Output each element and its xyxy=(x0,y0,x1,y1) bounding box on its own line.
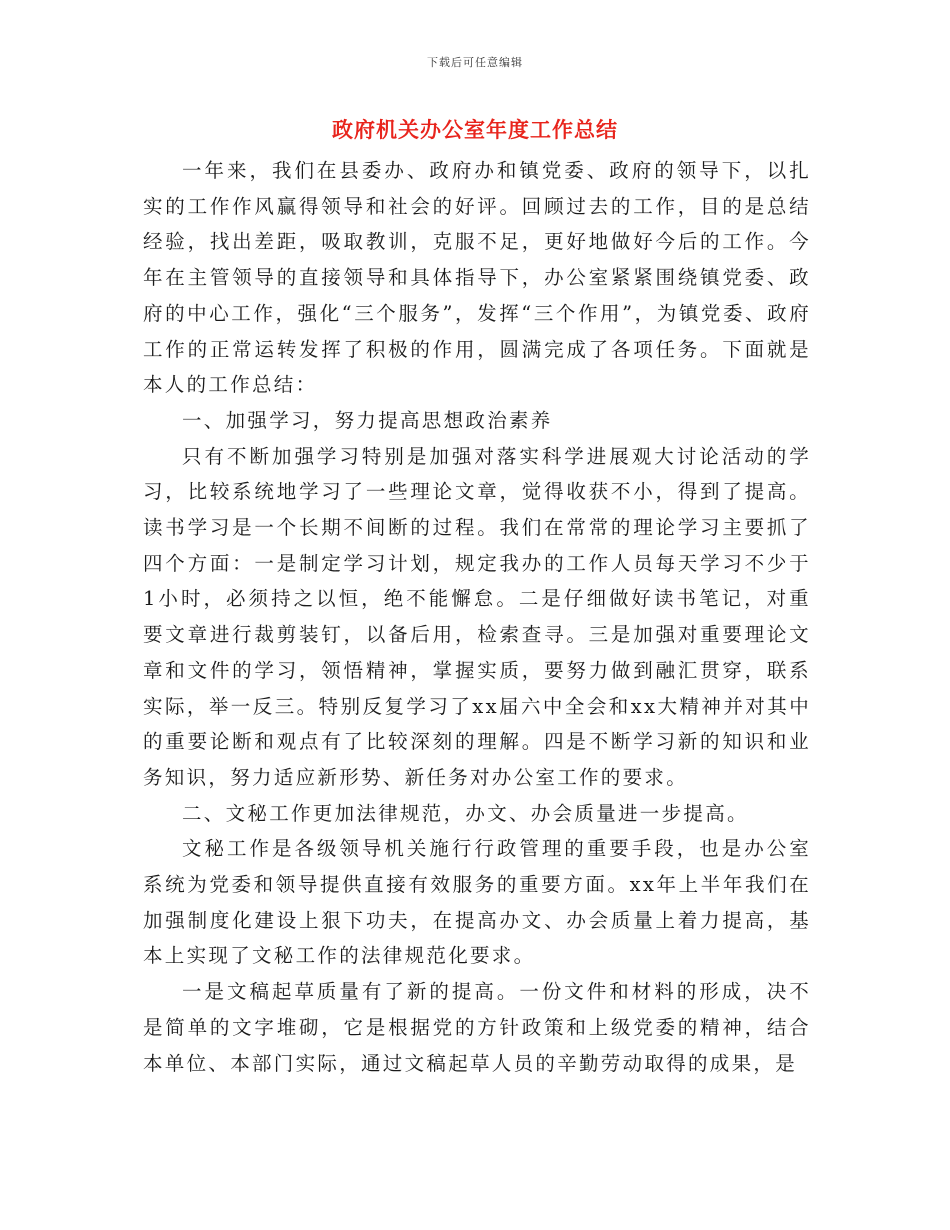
document-title: 政府机关办公室年度工作总结 xyxy=(332,117,618,142)
section-heading-1: 一、加强学习，努力提高思想政治素养 xyxy=(182,408,553,432)
header-note: 下载后可任意编辑 xyxy=(427,56,523,69)
document-body xyxy=(143,153,811,1081)
paragraph-secretarial: 文秘工作是各级领导机关施行行政管理的重要手段，也是办公室系统为党委和领导提供直接有效服务的重要方面。xx年上半年我们在加强制度化建设上狠下功夫，在提高办文、办会质量上着力提高，基本上实现了文秘工作的法律规范化要求。 xyxy=(143,837,811,968)
paragraph-study: 只有不断加强学习特别是加强对落实科学进展观大讨论活动的学习，比较系统地学习了一些理论文章，觉得收获不小，得到了提高。读书学习是一个长期不间断的过程。我们在常常的理论学习主要抓了四个方面：一是制定学习计划，规定我办的工作人员每天学习不少于1小时，必须持之以恒，绝不能懈怠。二是仔细做好读书笔记，对重要文章进行裁剪装钉，以备后用，检索查寻。三是加强对重要理论文章和文件的学习，领悟精神，掌握实质，要努力做到融汇贯穿，联系实际，举一反三。特别反复学习了xx届六中全会和xx大精神并对其中的重要论断和观点有了比较深刻的理解。四是不断学习新的知识和业务知识，努力适应新形势、新任务对办公室工作的要求。 xyxy=(143,444,811,789)
section-heading-2: 二、文秘工作更加法律规范，办文、办会质量进一步提高。 xyxy=(182,801,749,825)
paragraph-drafting: 一是文稿起草质量有了新的提高。一份文件和材料的形成，决不是简单的文字堆砌，它是根据党的方针政策和上级党委的精神，结合本单位、本部门实际，通过文稿起草人员的辛勤劳动取得的成果，是 xyxy=(143,980,811,1075)
paragraph-intro: 一年来，我们在县委办、政府办和镇党委、政府的领导下，以扎实的工作作风赢得领导和社会的好评。回顾过去的工作，目的是总结经验，找出差距，吸取教训，克服不足，更好地做好今后的工作。今年在主管领导的直接领导和具体指导下，办公室紧紧围绕镇党委、政府的中心工作，强化“三个服务”，发挥“三个作用”，为镇党委、政府工作的正常运转发挥了积极的作用，圆满完成了各项任务。下面就是本人的工作总结： xyxy=(143,159,811,397)
